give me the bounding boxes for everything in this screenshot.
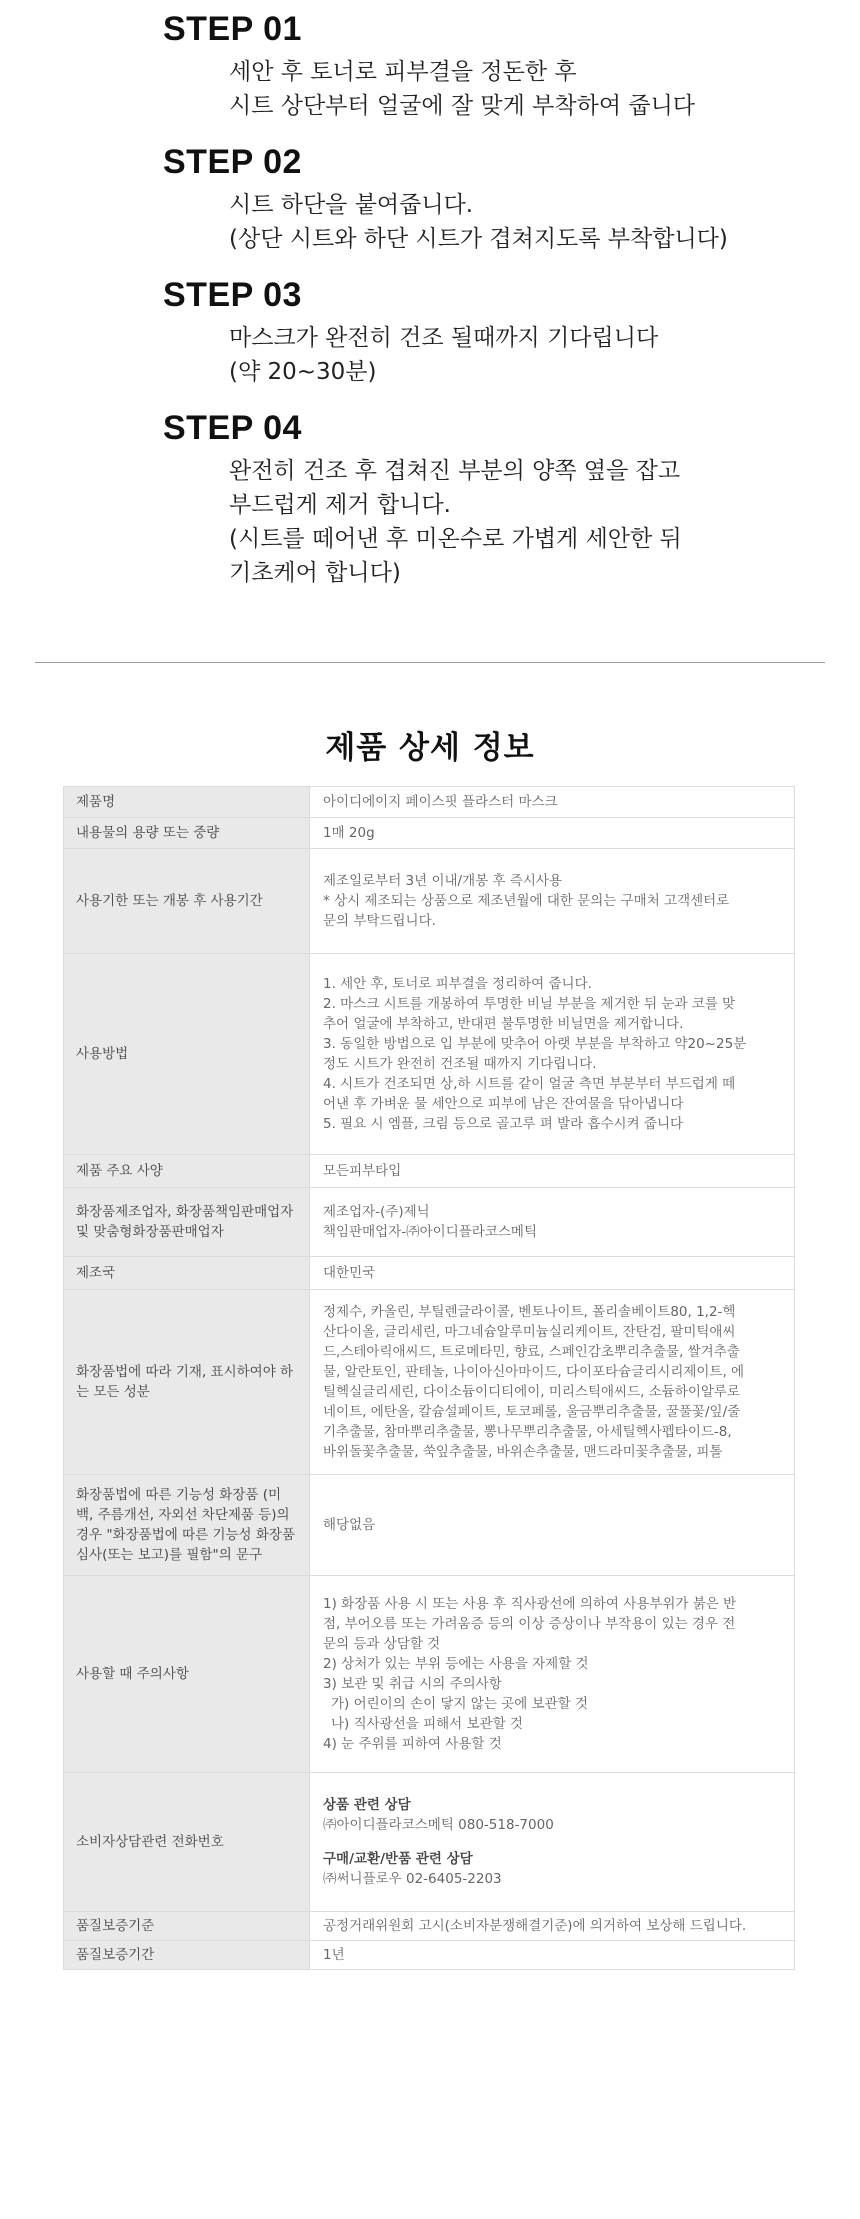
row-label: 사용방법 [64, 954, 310, 1155]
step-text: 시트 하단을 붙여줍니다. [229, 192, 474, 219]
table-row [64, 1188, 795, 1257]
step-1 [163, 10, 783, 123]
value-line: 1. 세안 후, 토너로 피부결을 정리하여 줍니다. [323, 976, 592, 992]
value-line: 틸헥실글리세린, 다이소듐이디티에이, 미리스틱애씨드, 소듐하이알루로 [323, 1384, 740, 1400]
value-line: 점, 부어오름 또는 가려움증 등의 이상 증상이나 부작용이 있는 경우 전 [323, 1616, 736, 1632]
value-line: * 상시 제조되는 상품으로 제조년월에 대한 문의는 구매처 고객센터로 [323, 893, 730, 909]
value-line: 어낸 후 가벼운 물 세안으로 피부에 남은 잔여물을 닦아냅니다 [323, 1096, 684, 1112]
step-text: (시트를 떼어낸 후 미온수로 가볍게 세안한 뒤 [229, 526, 682, 553]
row-label: 소비자상담관련 전화번호 [64, 1773, 310, 1912]
row-label: 품질보증기준 [64, 1912, 310, 1941]
value-line: 1매 20g [323, 825, 375, 841]
value-line: 문의 등과 상담할 것 [323, 1636, 441, 1652]
value-line: 아이디에이지 페이스핏 플라스터 마스크 [323, 794, 558, 810]
step-text: (상단 시트와 하단 시트가 겹쳐지도록 부착합니다) [229, 226, 728, 253]
table-row [64, 1290, 795, 1475]
step-3 [163, 276, 783, 389]
step-text: 시트 상단부터 얼굴에 잘 맞게 부착하여 줍니다 [229, 93, 696, 120]
row-value [310, 954, 795, 1155]
step-text: 세안 후 토너로 피부결을 정돈한 후 [229, 59, 577, 86]
table-row [64, 1257, 795, 1290]
step-2 [163, 143, 783, 256]
row-label: 품질보증기간 [64, 1941, 310, 1970]
value-line: ㈜아이디플라코스메틱 080-518-7000 [323, 1817, 554, 1833]
usage-steps [163, 10, 783, 610]
value-line: 추어 얼굴에 부착하고, 반대편 불투명한 비닐면을 제거합니다. [323, 1016, 684, 1032]
row-label: 내용물의 용량 또는 중량 [64, 818, 310, 849]
step-text: 완전히 건조 후 겹쳐진 부분의 양쪽 옆을 잡고 [229, 458, 681, 485]
table-row [64, 1155, 795, 1188]
value-line: 기추출물, 참마뿌리추출물, 뽕나무뿌리추출물, 아세틸헥사펩타이드-8, [323, 1424, 732, 1440]
step-text: 마스크가 완전히 건조 될때까지 기다립니다 [229, 325, 659, 352]
value-line: 모든피부타입 [323, 1163, 402, 1179]
row-value [310, 1773, 795, 1912]
value-line: 바위돌꽃추출물, 쑥잎추출물, 바위손추출물, 맨드라미꽃추출물, 피톨 [323, 1444, 723, 1460]
row-label: 화장품법에 따른 기능성 화장품 (미백, 주름개선, 자외선 차단제품 등)의 경우 "화장품법에 따른 기능성 화장품 심사(또는 보고)를 필함"의 문구 [64, 1475, 310, 1576]
value-line: 정도 시트가 완전히 건조될 때까지 기다립니다. [323, 1056, 597, 1072]
row-value [310, 849, 795, 954]
step-text: (약 20~30분) [229, 359, 377, 386]
row-value [310, 1257, 795, 1290]
step-title: STEP 04 [163, 409, 302, 448]
value-line: 5. 필요 시 엠플, 크림 등으로 골고루 펴 발라 흡수시켜 줍니다 [323, 1116, 684, 1132]
row-label: 제품 주요 사양 [64, 1155, 310, 1188]
row-value [310, 818, 795, 849]
value-line: 드,스테아릭애씨드, 트로메타민, 향료, 스페인감초뿌리추출물, 쌀겨추출 [323, 1344, 740, 1360]
row-value [310, 1576, 795, 1773]
value-line: ㈜써니플로우 02-6405-2203 [323, 1871, 502, 1887]
table-row [64, 1912, 795, 1941]
section-title: 제품 상세 정보 [325, 730, 535, 766]
value-line: 제조일로부터 3년 이내/개봉 후 즉시사용 [323, 873, 562, 889]
step-title: STEP 03 [163, 276, 302, 315]
row-value [310, 1941, 795, 1970]
table-row [64, 1773, 795, 1912]
row-value [310, 1912, 795, 1941]
table-row [64, 787, 795, 818]
value-line: 4) 눈 주위를 피하여 사용할 것 [323, 1736, 502, 1752]
table-row [64, 1475, 795, 1576]
table-row [64, 1941, 795, 1970]
value-line: 네이트, 에탄올, 칼슘설페이트, 토코페롤, 울금뿌리추출물, 꿀풀꽃/잎/줄 [323, 1404, 741, 1420]
value-line: 4. 시트가 건조되면 상,하 시트를 같이 얼굴 측면 부분부터 부드럽게 떼 [323, 1076, 736, 1092]
value-line: 1) 화장품 사용 시 또는 사용 후 직사광선에 의하여 사용부위가 붉은 반 [323, 1596, 737, 1612]
value-line: 공정거래위원회 고시(소비자분쟁해결기준)에 의거하여 보상해 드립니다. [323, 1918, 747, 1934]
row-value [310, 1475, 795, 1576]
value-line [323, 1835, 781, 1849]
step-title: STEP 02 [163, 143, 302, 182]
row-value [310, 1290, 795, 1475]
table-row [64, 954, 795, 1155]
value-line: 나) 직사광선을 피해서 보관할 것 [331, 1716, 523, 1732]
step-text: 기초케어 합니다) [229, 560, 401, 587]
table-row [64, 849, 795, 954]
value-line: 2) 상처가 있는 부위 등에는 사용을 자제할 것 [323, 1656, 589, 1672]
row-label: 제품명 [64, 787, 310, 818]
value-line: 3) 보관 및 취급 시의 주의사항 [323, 1676, 502, 1692]
row-label: 화장품제조업자, 화장품책임판매업자 및 맞춤형화장품판매업자 [64, 1188, 310, 1257]
step-text: 부드럽게 제거 합니다. [229, 492, 451, 519]
value-line: 2. 마스크 시트를 개봉하여 투명한 비닐 부분을 제거한 뒤 눈과 코를 맞 [323, 996, 736, 1012]
row-label: 사용할 때 주의사항 [64, 1576, 310, 1773]
table-row [64, 818, 795, 849]
value-line: 1년 [323, 1947, 345, 1963]
value-line: 대한민국 [323, 1265, 376, 1281]
step-title: STEP 01 [163, 10, 302, 48]
value-line: 정제수, 카올린, 부틸렌글라이콜, 벤토나이트, 폴리솔베이트80, 1,2-헥 [323, 1304, 736, 1320]
step-4 [163, 409, 783, 590]
table-row [64, 1576, 795, 1773]
row-value [310, 1155, 795, 1188]
value-line: 상품 관련 상담 [323, 1797, 411, 1813]
value-line: 3. 동일한 방법으로 입 부분에 맞추어 아랫 부분을 부착하고 약20~25분 [323, 1036, 747, 1052]
row-label: 사용기한 또는 개봉 후 사용기간 [64, 849, 310, 954]
value-line: 산다이올, 글리세린, 마그네슘알루미늄실리케이트, 잔탄검, 팔미틱애씨 [323, 1324, 736, 1340]
row-value [310, 787, 795, 818]
value-line: 물, 알란토인, 판테놀, 나이아신아마이드, 다이포타슘글리시리제이트, 에 [323, 1364, 745, 1380]
value-line: 책임판매업자-㈜아이디플라코스메틱 [323, 1224, 537, 1240]
product-info-table [63, 786, 795, 1970]
value-line: 가) 어린이의 손이 닿지 않는 곳에 보관할 것 [331, 1696, 589, 1712]
value-line: 제조업자-(주)제닉 [323, 1204, 430, 1220]
row-value [310, 1188, 795, 1257]
value-line: 해당없음 [323, 1517, 376, 1533]
section-divider [35, 662, 825, 663]
value-line: 문의 부탁드립니다. [323, 913, 436, 929]
row-label: 화장품법에 따라 기재, 표시하여야 하는 모든 성분 [64, 1290, 310, 1475]
value-line: 구매/교환/반품 관련 상담 [323, 1851, 473, 1867]
row-label: 제조국 [64, 1257, 310, 1290]
